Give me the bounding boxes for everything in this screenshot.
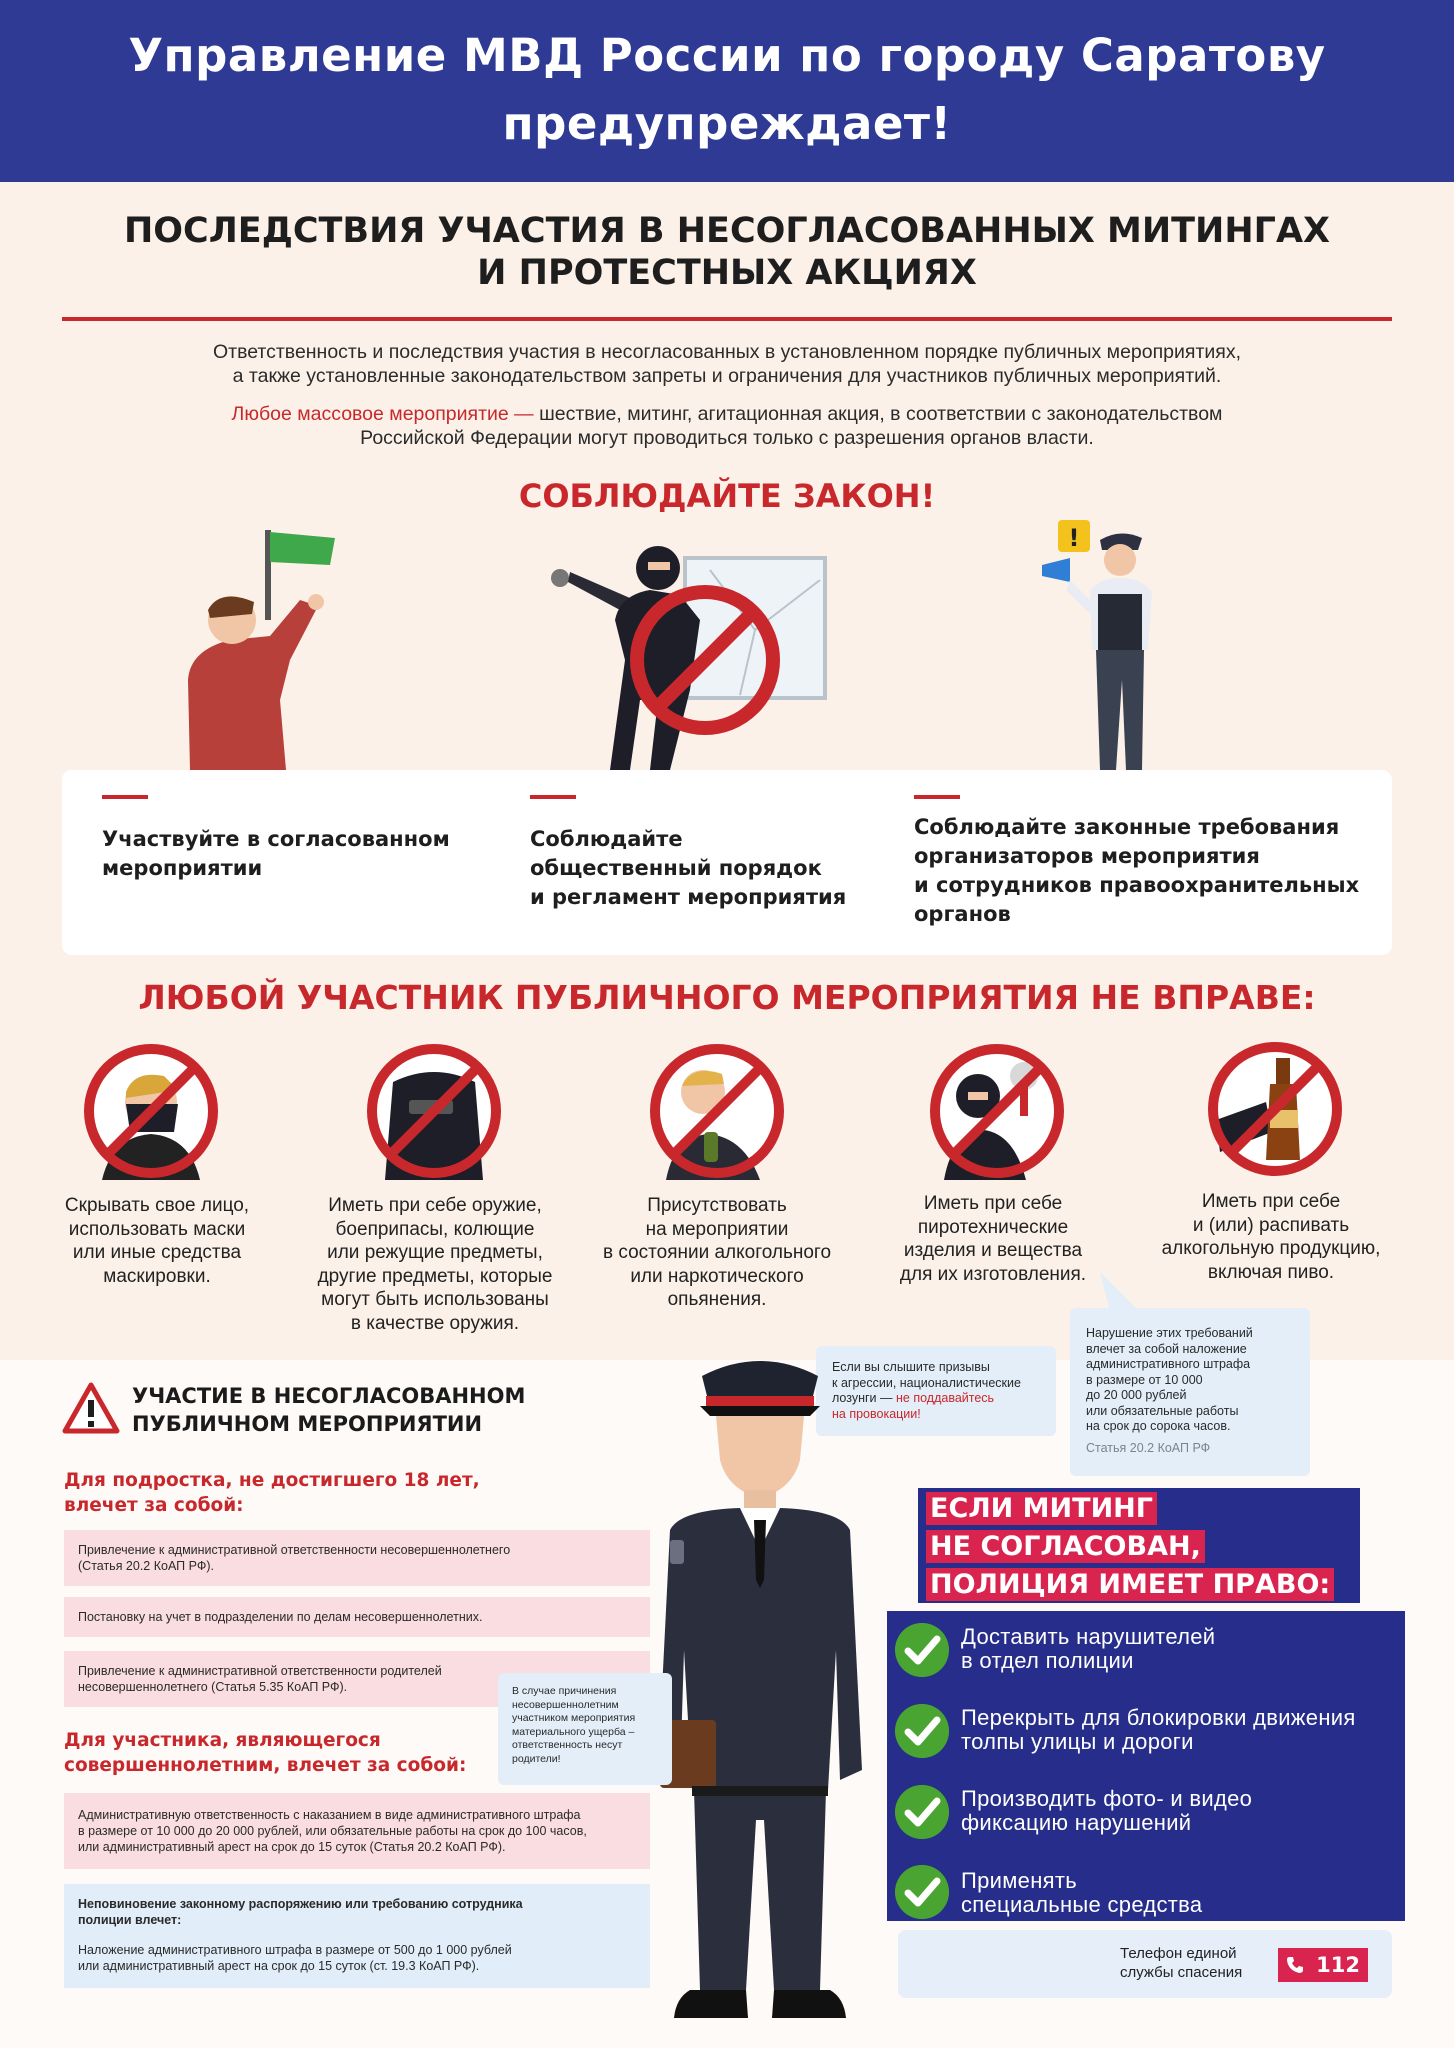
adult-heading-line-2: совершеннолетним, влечет за собой: (64, 1755, 467, 1776)
forbidden-label-face (22, 1194, 292, 1288)
minor-heading-line-1: Для подростка, не достигшего 18 лет, (64, 1470, 480, 1491)
damage-line-1: В случае причинения (512, 1685, 617, 1697)
rule-3-line-1: Соблюдайте законные требования (914, 815, 1340, 839)
rule-2-line-3: и регламент мероприятия (530, 885, 847, 909)
provocation-red: не поддавайтесь (896, 1391, 995, 1405)
intro-line-1: Ответственность и последствия участия в несогласованных в установленном порядке публичных мероприятиях, (212, 341, 1242, 363)
police-rights-list (887, 1611, 1405, 1921)
forbidden-1-line-4: маскировки. (103, 1265, 211, 1287)
rights-heading-line-2: НЕ СОГЛАСОВАН, (926, 1530, 1205, 1563)
header-banner (0, 0, 1454, 182)
rule-bar (102, 795, 148, 799)
intro-line-3: шествие, митинг, агитационная акция, в соответствии с законодательством (533, 403, 1223, 425)
right-4-line-2: специальные средства (961, 1892, 1203, 1917)
police-officer-megaphone-illustration (1030, 510, 1190, 770)
emergency-phone-box (898, 1930, 1392, 1998)
weapon-ban-icon (365, 1042, 503, 1180)
intro-text (90, 340, 1364, 388)
adult-consequence (64, 1793, 650, 1869)
check-icon (895, 1623, 949, 1677)
rule-3-line-4: органов (914, 902, 1011, 926)
rule-3-line-3: и сотрудников правоохранительных (914, 873, 1360, 897)
disobey-line-2: или административный арест на срок до 15 суток (ст. 19.3 КоАП РФ). (78, 1959, 480, 1973)
adult-heading (64, 1728, 466, 1778)
fine-line-6: или обязательные работы (1086, 1403, 1239, 1418)
forbidden-2-line-6: в качестве оружия. (350, 1312, 520, 1334)
minor-consequence-1 (64, 1530, 650, 1586)
right-4-line-1: Применять (961, 1868, 1077, 1893)
forbidden-label-alcohol (1136, 1190, 1406, 1284)
rule-lawful-requirements (914, 795, 1359, 929)
provocation-line-1: Если вы слышите призывы (832, 1360, 990, 1374)
rule-2-line-2: общественный порядок (530, 856, 822, 880)
intoxicated-ban-icon (648, 1042, 786, 1180)
disobey-title-line-2: полиции влечет: (78, 1913, 182, 1927)
rule-text (530, 825, 846, 912)
warning-triangle-icon (62, 1382, 120, 1434)
emergency-label-line-2: службы спасения (1120, 1964, 1243, 1981)
forbidden-3-line-1: Присутствовать (647, 1195, 787, 1216)
rule-3-line-2: организаторов мероприятия (914, 844, 1260, 868)
participation-title (132, 1382, 525, 1438)
disobedience-box (64, 1884, 650, 1988)
forbidden-1-line-2: использовать маски (68, 1218, 246, 1240)
adult-item-line-1: Административную ответственность с наказанием в виде административного штрафа (78, 1808, 581, 1822)
forbidden-3-line-3: в состоянии алкогольного (602, 1242, 832, 1263)
main-title (60, 210, 1394, 294)
right-text (961, 1787, 1252, 1835)
svg-text:!: ! (1068, 524, 1080, 552)
forbidden-3-line-4: или наркотического (630, 1265, 804, 1287)
rule-bar (530, 795, 576, 799)
intro-red-part: Любое массовое мероприятие — (231, 403, 534, 425)
forbidden-1-line-3: или иные средства (72, 1242, 242, 1263)
masked-face-ban-icon (82, 1042, 220, 1180)
participation-title-line-1: УЧАСТИЕ В НЕСОГЛАСОВАННОМ (132, 1384, 526, 1408)
provocation-line-4: на провокации! (832, 1406, 921, 1421)
damage-line-2: несовершеннолетним (512, 1698, 619, 1711)
fine-line-2: влечет за собой наложение (1086, 1341, 1247, 1356)
forbidden-5-line-2: и (или) распивать (1192, 1214, 1350, 1236)
minor-heading-line-2: влечет за собой: (64, 1495, 244, 1516)
forbidden-3-line-2: на мероприятии (645, 1218, 789, 1240)
adult-heading-line-1: Для участника, являющегося (64, 1730, 381, 1751)
fine-info-bubble (1070, 1308, 1310, 1476)
forbidden-label-weapon (300, 1194, 570, 1335)
forbidden-2-line-3: или режущие предметы, (327, 1242, 543, 1263)
damage-line-5: ответственность несут (512, 1739, 623, 1751)
forbidden-5-line-4: включая пиво. (1207, 1261, 1335, 1283)
police-officer-illustration (640, 1350, 880, 2030)
forbidden-heading: ЛЮБОЙ УЧАСТНИК ПУБЛИЧНОГО МЕРОПРИЯТИЯ НЕ ВПРАВЕ: (138, 978, 1316, 1017)
fine-line-5: до 20 000 рублей (1086, 1388, 1187, 1402)
forbidden-4-line-1: Иметь при себе (923, 1193, 1063, 1214)
damage-line-3: участником мероприятия (512, 1712, 636, 1724)
right-text (961, 1625, 1215, 1673)
rule-1-line-1: Участвуйте в согласованном (102, 827, 450, 851)
minor-item-1-line-1: Привлечение к административной ответственности несовершеннолетнего (78, 1543, 511, 1557)
participation-title-line-2: ПУБЛИЧНОМ МЕРОПРИЯТИИ (132, 1412, 483, 1436)
rights-heading-line-1: ЕСЛИ МИТИНГ (926, 1492, 1157, 1525)
check-icon (895, 1785, 949, 1839)
emergency-number[interactable] (1278, 1948, 1368, 1982)
minor-heading (64, 1468, 480, 1518)
forbidden-2-line-2: боеприпасы, колющие (335, 1218, 535, 1240)
disobey-title-line-1: Неповиновение законному распоряжению или требованию сотрудника (78, 1897, 523, 1911)
forbidden-1-line-1: Скрывать свое лицо, (64, 1195, 250, 1216)
forbidden-3-line-5: опьянения. (667, 1289, 767, 1310)
forbidden-5-line-1: Иметь при себе (1201, 1191, 1341, 1212)
intro-mass-event (90, 402, 1364, 450)
forbidden-4-line-4: для их изготовления. (899, 1263, 1087, 1285)
damage-line-4: материального ущерба – (512, 1725, 635, 1738)
intro-line-4: Российской Федерации могут проводиться только с разрешения органов власти. (360, 427, 1094, 449)
right-1-line-1: Доставить нарушителей (961, 1624, 1216, 1649)
flag-person-illustration (170, 510, 350, 770)
alcohol-ban-icon (1206, 1040, 1344, 1178)
right-3-line-1: Производить фото- и видео (961, 1786, 1253, 1811)
phone-icon (1286, 1956, 1304, 1974)
fine-line-3: административного штрафа (1086, 1357, 1251, 1371)
minor-consequence-2 (64, 1597, 650, 1637)
forbidden-5-line-3: алкогольную продукцию, (1161, 1238, 1381, 1259)
law-heading: СОБЛЮДАЙТЕ ЗАКОН! (518, 477, 936, 515)
fine-line-1: Нарушение этих требований (1086, 1326, 1253, 1340)
minor-item-1-line-2: (Статья 20.2 КоАП РФ). (78, 1559, 214, 1573)
header-line-1: Управление МВД России по городу Саратову (128, 29, 1326, 82)
forbidden-2-line-5: могут быть использованы (321, 1289, 549, 1310)
rule-agreed-event (102, 795, 450, 883)
right-2-line-1: Перекрыть для блокировки движения (961, 1705, 1356, 1730)
main-title-line-1: ПОСЛЕДСТВИЯ УЧАСТИЯ В НЕСОГЛАСОВАННЫХ МИТИНГАХ (123, 211, 1331, 251)
right-3-line-2: фиксацию нарушений (961, 1810, 1192, 1835)
main-title-line-2: И ПРОТЕСТНЫХ АКЦИЯХ (477, 253, 977, 293)
rules-card (62, 770, 1392, 955)
right-2-line-2: толпы улицы и дороги (961, 1729, 1194, 1754)
police-rights-heading (918, 1488, 1360, 1603)
intro-line-2: а также установленные законодательством запреты и ограничения для участников публичных мероприятий. (232, 365, 1222, 387)
right-text (961, 1869, 1202, 1917)
pyrotechnics-ban-icon (928, 1042, 1066, 1180)
forbidden-4-line-2: пиротехнические (917, 1216, 1069, 1238)
adult-item-line-3: или административный арест на срок до 15 суток (Статья 20.2 КоАП РФ). (78, 1840, 506, 1854)
header-line-2: предупреждает! (502, 97, 952, 150)
right-text (961, 1706, 1356, 1754)
rule-text (914, 813, 1359, 929)
disobey-line-1: Наложение административного штрафа в размере от 500 до 1 000 рублей (78, 1943, 512, 1957)
fine-line-7: на срок до сорока часов. (1086, 1419, 1231, 1433)
emergency-label-line-1: Телефон единой (1120, 1945, 1237, 1962)
right-1-line-2: в отдел полиции (961, 1648, 1134, 1673)
emergency-number-text: 112 (1316, 1953, 1360, 1977)
fine-line-4: в размере от 10 000 (1086, 1372, 1203, 1387)
damage-bubble (498, 1673, 672, 1785)
forbidden-2-line-1: Иметь при себе оружие, (328, 1195, 542, 1216)
forbidden-label-intoxication (582, 1194, 852, 1312)
check-icon (895, 1704, 949, 1758)
provocation-line-3: лозунги — (832, 1391, 893, 1405)
rule-1-line-2: мероприятии (102, 856, 263, 880)
minor-item-3-line-2: несовершеннолетнего (Статья 5.35 КоАП РФ). (78, 1680, 348, 1694)
rights-heading-line-3: ПОЛИЦИЯ ИМЕЕТ ПРАВО: (926, 1568, 1334, 1601)
check-icon (895, 1865, 949, 1919)
rule-bar (914, 795, 960, 799)
adult-item-line-2: в размере от 10 000 до 20 000 рублей, или обязательные работы на срок до 100 часов, (78, 1824, 587, 1838)
fine-article: Статья 20.2 КоАП РФ (1086, 1440, 1211, 1455)
damage-line-6: родители! (512, 1752, 561, 1765)
forbidden-label-pyrotechnics (858, 1192, 1128, 1286)
rule-text (102, 825, 450, 883)
minor-item-2-line-1: Постановку на учет в подразделении по делам несовершеннолетних. (78, 1610, 483, 1624)
forbidden-2-line-4: другие предметы, которые (317, 1265, 553, 1287)
forbidden-4-line-3: изделия и вещества (903, 1240, 1083, 1261)
provocation-line-2: к агрессии, националистические (832, 1375, 1021, 1390)
vandal-prohibited-illustration (540, 510, 830, 770)
rule-2-line-1: Соблюдайте (530, 827, 683, 851)
emergency-label (1120, 1944, 1242, 1982)
fine-bubble-tail (1100, 1272, 1150, 1312)
rule-public-order (530, 795, 846, 912)
title-divider (62, 317, 1392, 321)
minor-item-3-line-1: Привлечение к административной ответственности родителей (78, 1664, 442, 1678)
